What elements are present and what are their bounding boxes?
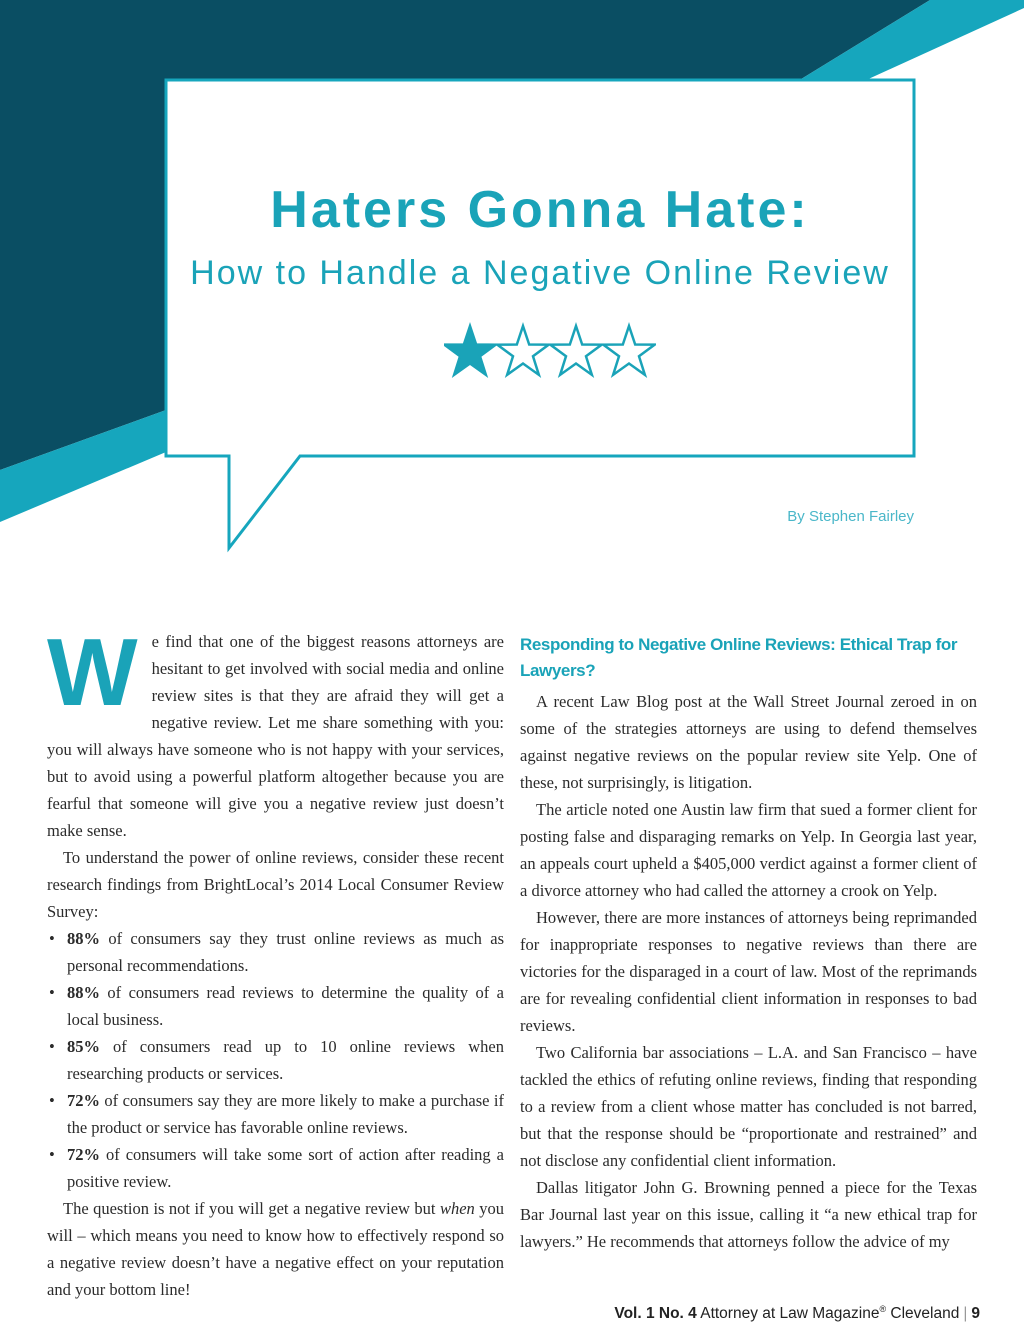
magazine-name: Attorney at Law Magazine [700, 1305, 880, 1323]
stat-text: of consumers will take some sort of action after reading a positive review. [67, 1145, 504, 1191]
stat-text: of consumers say they trust online reviews as much as personal recommendations. [67, 929, 504, 975]
stat-text: of consumers say they are more likely to make a purchase if the product or service has favorable online reviews. [67, 1091, 504, 1137]
stat-text: of consumers read up to 10 online reviews when researching products or services. [67, 1037, 504, 1083]
body-paragraph: Two California bar associations – L.A. and San Francisco – have tackled the ethics of refuting online reviews, finding that responding to a review from a client whose matter has concluded is not barred, but that the response should be “proportionate and restrained” and not disclose any confidential client information. [520, 1043, 977, 1170]
article-subtitle: How to Handle a Negative Online Review [190, 254, 890, 292]
stat-value: 85% [67, 1037, 100, 1056]
list-item [47, 925, 504, 979]
closing-emphasis: when [439, 1199, 475, 1218]
star-outline-icon [497, 326, 548, 375]
section-subhead: Responding to Negative Online Reviews: Ethical Trap for Lawyers? [520, 635, 958, 680]
left-column [47, 619, 505, 1303]
body-paragraph: A recent Law Blog post at the Wall Street Journal zeroed in on some of the strategies attorneys are using to defend themselves against negative reviews on the popular review site Yelp. One of these, not surprisingly, is litigation. [520, 692, 977, 792]
survey-findings-list [47, 925, 504, 1195]
city-name: Cleveland [890, 1305, 960, 1323]
intro-paragraph: e find that one of the biggest reasons attorneys are hesitant to get involved with social media and online review sites is that they are afraid they will get a negative review. Let me share something with you: you will always have someone who is not happy with your services, but to avoid using a powerful platform altogether because you are fearful that someone will give you a negative review just doesn’t make sense. [47, 632, 504, 840]
closing-paragraph [47, 1195, 504, 1303]
page-number: 9 [971, 1305, 980, 1323]
speech-bubble-outline [166, 80, 914, 548]
list-item [47, 1087, 504, 1141]
closing-text-start: The question is not if you will get a negative review but [63, 1199, 440, 1218]
closing-text-end: you will – which means you need to know how to effectively respond so a negative review doesn’t have a negative effect on your reputation and your bottom line! [47, 1199, 505, 1299]
issue-number: Vol. 1 No. 4 [614, 1305, 697, 1323]
list-item [47, 1033, 504, 1087]
body-paragraph: The article noted one Austin law firm that sued a former client for posting false and disparaging remarks on Yelp. In Georgia last year, an appeals court upheld a $405,000 verdict against a former client of a divorce attorney who had called the attorney a crook on Yelp. [520, 800, 977, 900]
body-paragraph: However, there are more instances of attorneys being reprimanded for inappropriate responses to negative reviews than there are victories for the disparaged in a court of law. Most of the reprimands are for revealing confidential client information in responses to bad reviews. [520, 908, 977, 1035]
list-item [47, 979, 504, 1033]
star-rating [444, 322, 656, 382]
stat-value: 88% [67, 983, 100, 1002]
stat-value: 72% [67, 1145, 100, 1164]
survey-intro-paragraph: To understand the power of online reviews, consider these recent research findings from BrightLocal’s 2014 Local Consumer Review Survey: [47, 848, 504, 921]
body-paragraph: Dallas litigator John G. Browning penned a piece for the Texas Bar Journal last year on this issue, calling it “a new ethical trap for lawyers.” He recommends that attorneys follow the advice of my [520, 1178, 977, 1251]
registered-mark: ® [879, 1304, 887, 1314]
page-footer [614, 1304, 980, 1323]
star-outline-icon [550, 326, 601, 375]
footer-separator: | [963, 1305, 968, 1323]
stat-text: of consumers read reviews to determine the quality of a local business. [67, 983, 504, 1029]
star-outline-icon [603, 326, 654, 375]
stat-value: 88% [67, 929, 100, 948]
list-item [47, 1141, 504, 1195]
byline: By Stephen Fairley [787, 508, 914, 525]
drop-cap: W [47, 619, 138, 726]
stat-value: 72% [67, 1091, 100, 1110]
right-column [520, 632, 977, 1255]
article-title: Haters Gonna Hate: [270, 181, 810, 239]
star-filled-icon [444, 326, 495, 375]
